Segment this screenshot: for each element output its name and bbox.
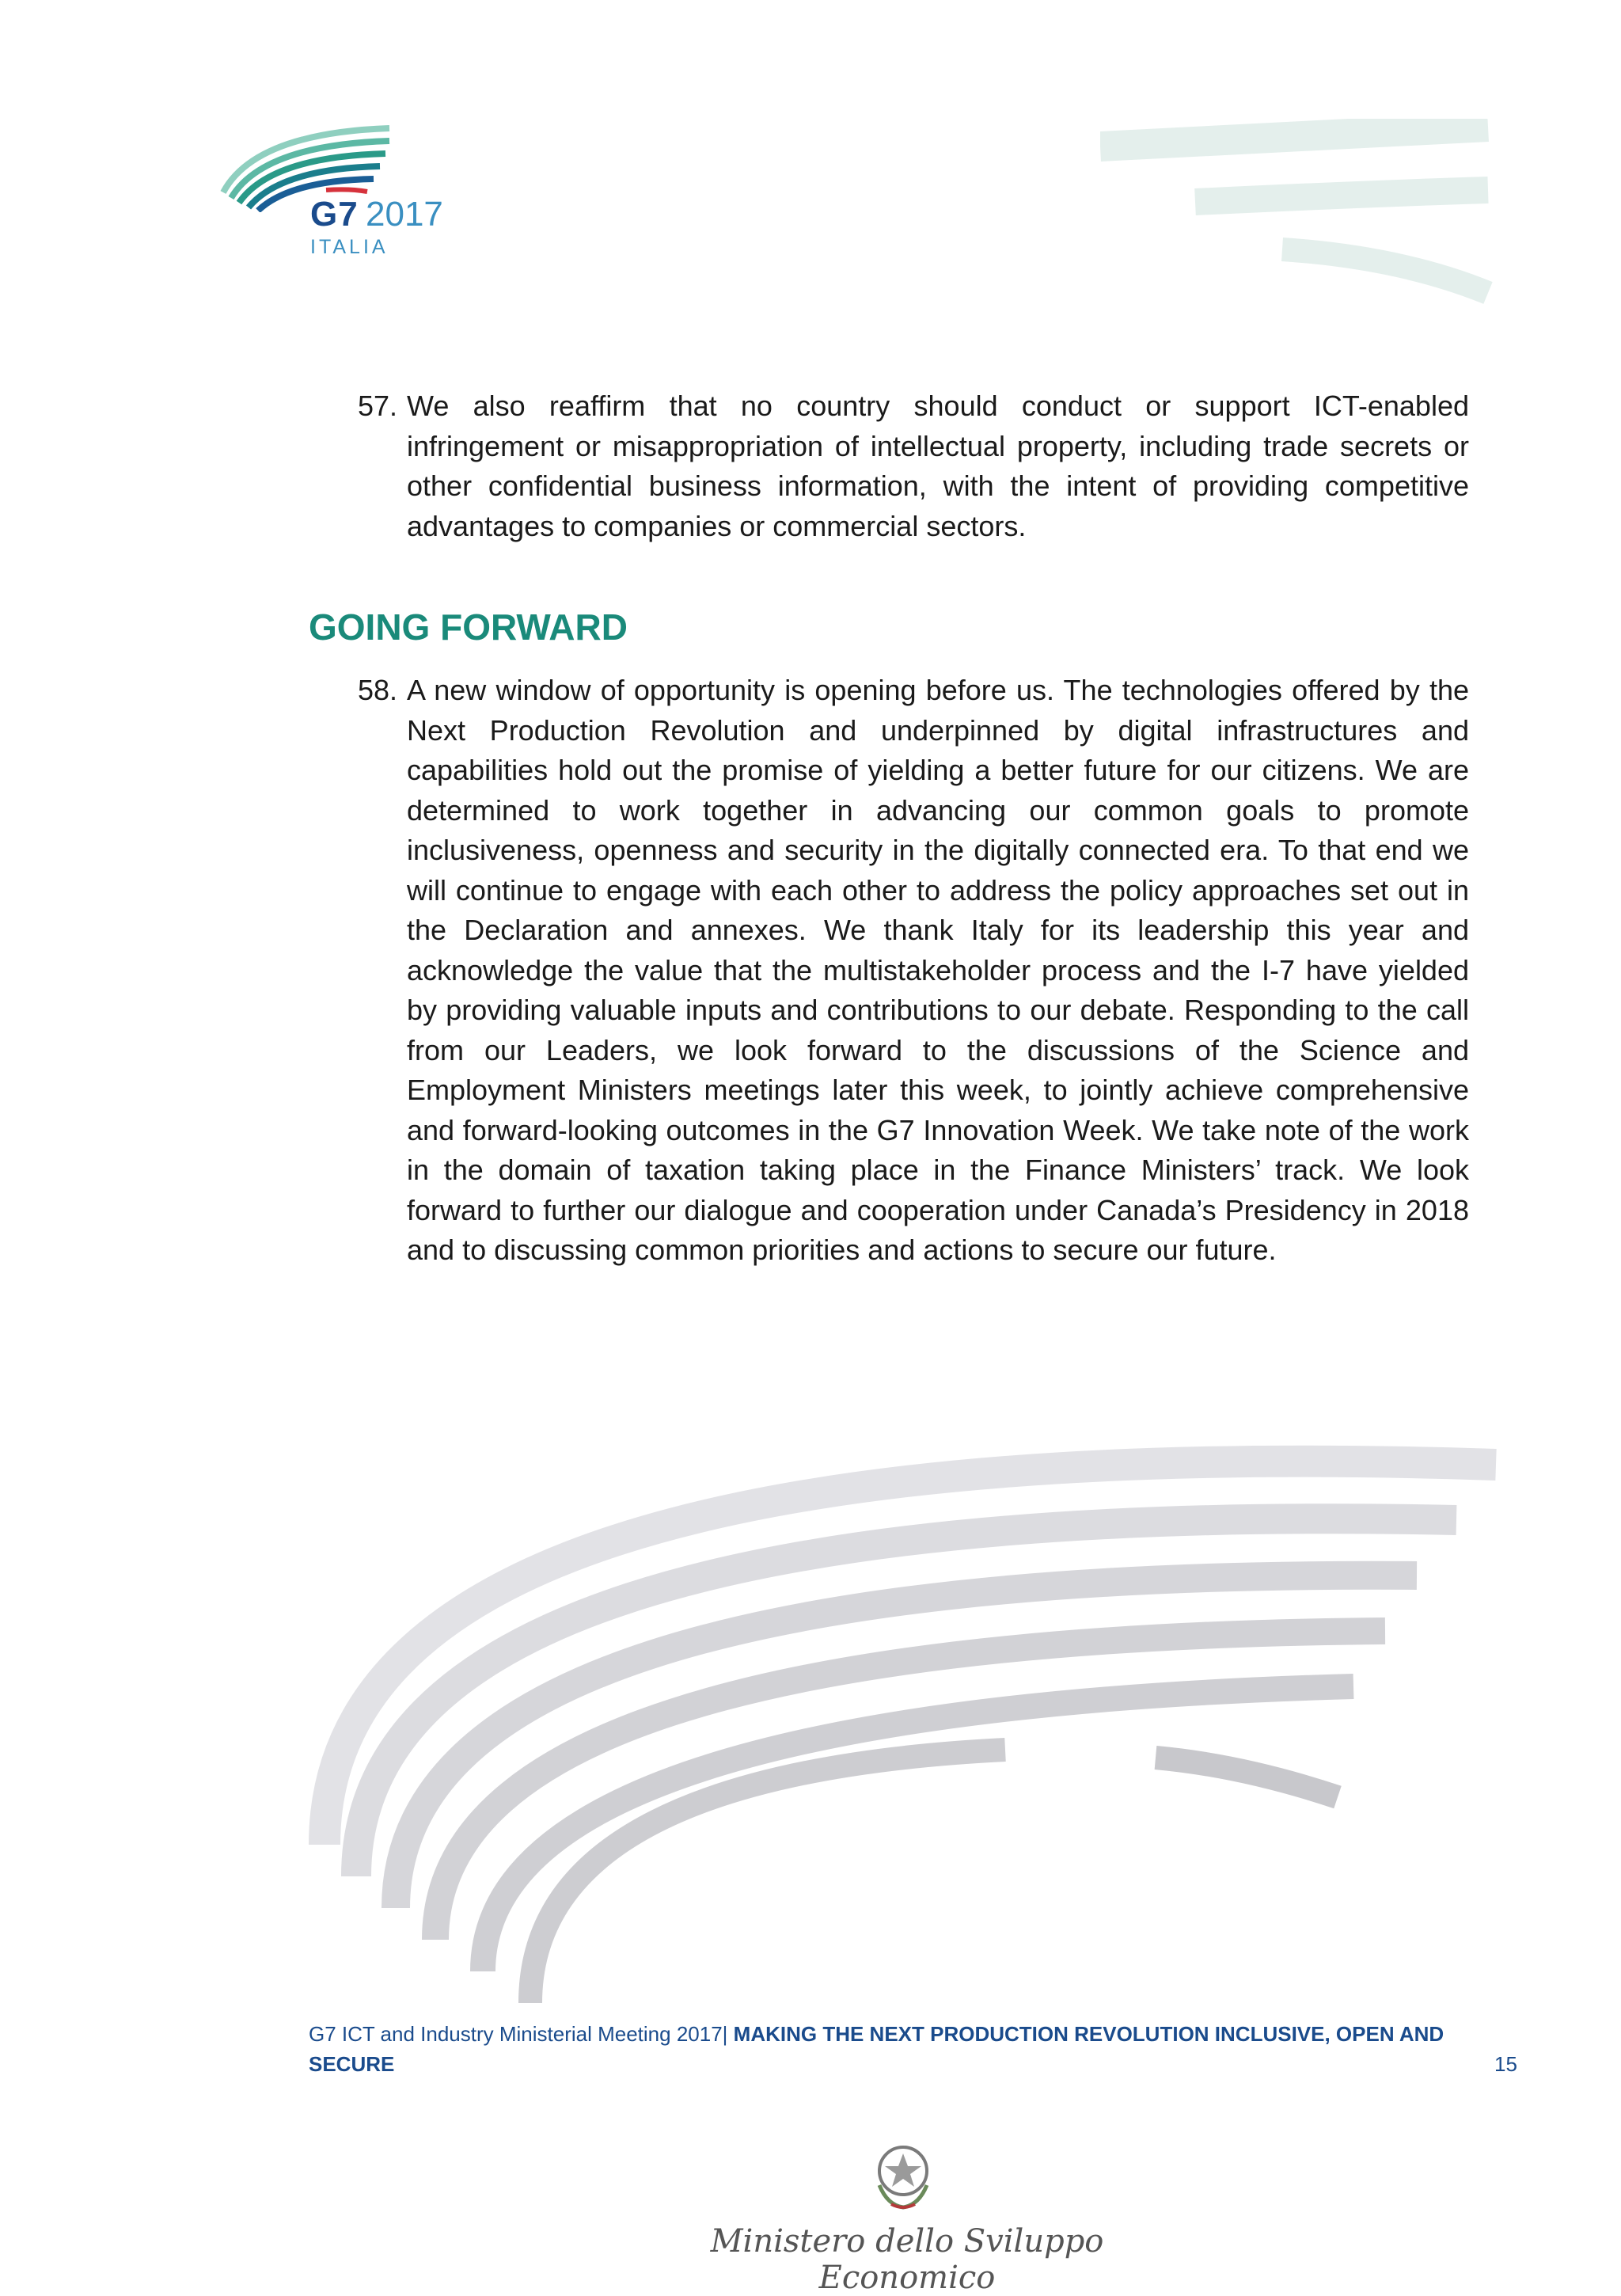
paragraph-text: A new window of opportunity is opening before us. The technologies offered by the Next Production Revolution and underpinned by digital infrastructures and capabilities hold out the promise of yielding a better future for our citizens. We are determined to work together in advancing our common goals to promote inclusiveness, openness and security in the digitally connected era. To that end we will continue to engage with each other to address the policy approaches set out in the Declaration and annexes. We thank Italy for its leadership this year and acknowledge the value that the multistakeholder process and the I-7 have yielded by providing valuable inputs and contributions to our debate. Responding to the call from our Leaders, we look forward to the discussions of the Science and Employment Ministers meetings later this week, to jointly achieve comprehensive and forward-looking outcomes in the G7 Innovation Week. We take note of the work in the domain of taxation taking place in the Finance Ministers’ track. We look forward to further our dialogue and cooperation under Canada’s Presidency in 2018 and to discussing common priorities and actions to secure our future. — [407, 674, 1469, 1266]
logo-country: ITALIA — [310, 236, 389, 258]
decorative-arches-bottom — [309, 1401, 1512, 2019]
ministry-name: Ministero dello Sviluppo Economico — [710, 2223, 1104, 2296]
logo-year: 2017 — [366, 195, 443, 234]
footer-separator: | — [722, 2022, 728, 2046]
ministry-signature — [685, 2138, 1129, 2296]
main-content — [309, 386, 1469, 1271]
logo-mark: G7 — [310, 195, 359, 234]
paragraph-text: We also reaffirm that no country should conduct or support ICT-enabled infringement or misappropriation of intellectual property, including trade secrets or other confidential business information, with the intent of providing competitive advantages to companies or commercial sectors. — [407, 390, 1469, 542]
numbered-paragraph-57 — [309, 386, 1469, 546]
italian-emblem-icon — [867, 2138, 939, 2213]
paragraph-number: 57. — [358, 390, 398, 422]
g7-logo — [207, 117, 469, 276]
decorative-arches-top — [1100, 119, 1496, 325]
footer-title: MAKING THE NEXT PRODUCTION REVOLUTION INCLUSIVE, OPEN AND SECURE — [309, 2022, 1444, 2076]
numbered-paragraph-58 — [309, 671, 1469, 1271]
page-footer — [309, 2019, 1517, 2079]
paragraph-number: 58. — [358, 674, 398, 706]
section-heading: GOING FORWARD — [309, 606, 628, 648]
page-number: 15 — [1494, 2052, 1517, 2076]
footer-meeting: G7 ICT and Industry Ministerial Meeting 2017 — [309, 2022, 723, 2046]
